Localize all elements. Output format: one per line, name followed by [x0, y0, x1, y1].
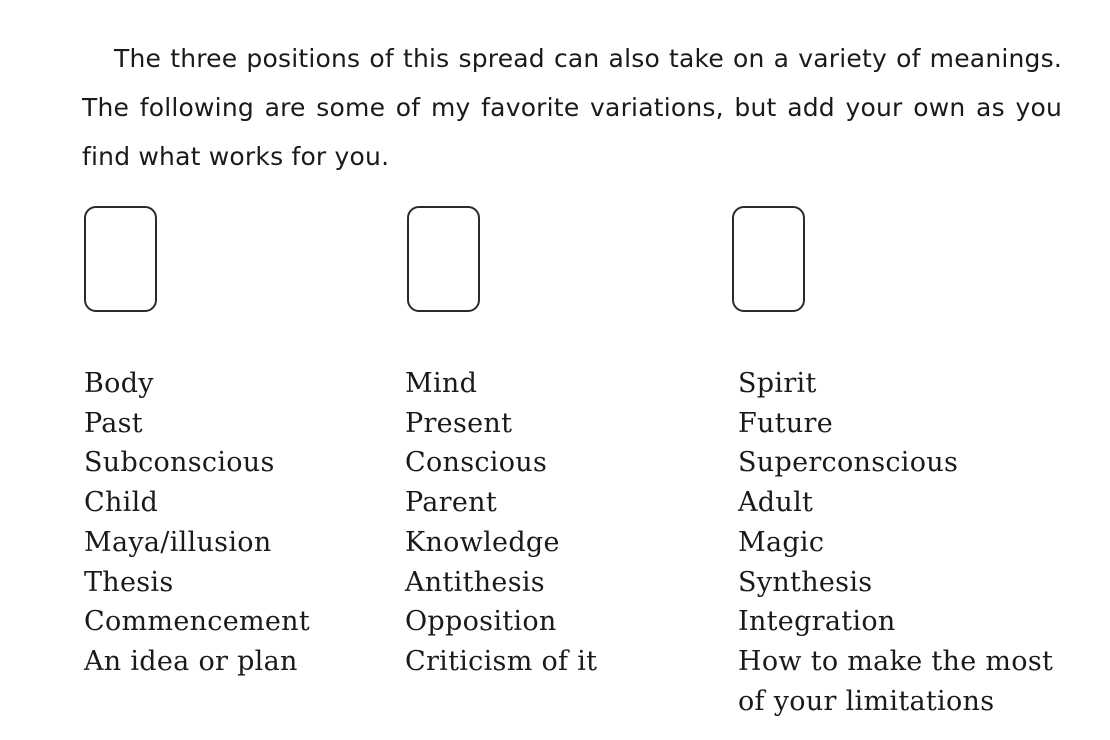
meaning-list-1 [84, 364, 424, 682]
meaning-item: An idea or plan [84, 645, 298, 677]
position-column-2 [407, 206, 747, 682]
meaning-item: Magic [738, 526, 825, 558]
meaning-item: Superconscious [738, 447, 959, 479]
meaning-item: Future [738, 407, 834, 439]
meaning-item: Subconscious [84, 447, 275, 479]
meaning-item: Spirit [738, 368, 817, 399]
card-outline-2 [407, 206, 480, 312]
meaning-item: Synthesis [738, 566, 873, 598]
card-outline-1 [84, 206, 157, 312]
meaning-item: Antithesis [405, 566, 545, 598]
meaning-item: Mind [405, 368, 478, 399]
meaning-item: Commencement [84, 606, 311, 638]
meaning-item: Parent [405, 487, 497, 519]
meaning-item: Conscious [405, 447, 548, 479]
meaning-item: Maya/illusion [84, 526, 272, 558]
meaning-item: Thesis [84, 566, 174, 598]
meaning-item: Opposition [405, 606, 557, 638]
intro-paragraph: The three positions of this spread can also take on a variety of meanings. The following are some of my favorite variations, but add your own as you find what works for you. [82, 44, 1062, 171]
meaning-item: Past [84, 407, 143, 439]
meaning-item: Knowledge [405, 526, 560, 558]
position-column-3 [732, 206, 1072, 721]
meaning-item: Integration [738, 606, 896, 638]
meaning-list-3 [738, 364, 1068, 721]
meaning-item: Body [84, 368, 154, 399]
card-outline-3 [732, 206, 805, 312]
position-column-1 [84, 206, 424, 682]
meaning-item: How to make the most of your limitations [738, 645, 1054, 717]
meaning-list-2 [405, 364, 747, 682]
meaning-item: Child [84, 487, 159, 519]
meaning-item: Present [405, 407, 513, 439]
meaning-item: Criticism of it [405, 645, 598, 677]
meaning-item: Adult [738, 487, 814, 519]
